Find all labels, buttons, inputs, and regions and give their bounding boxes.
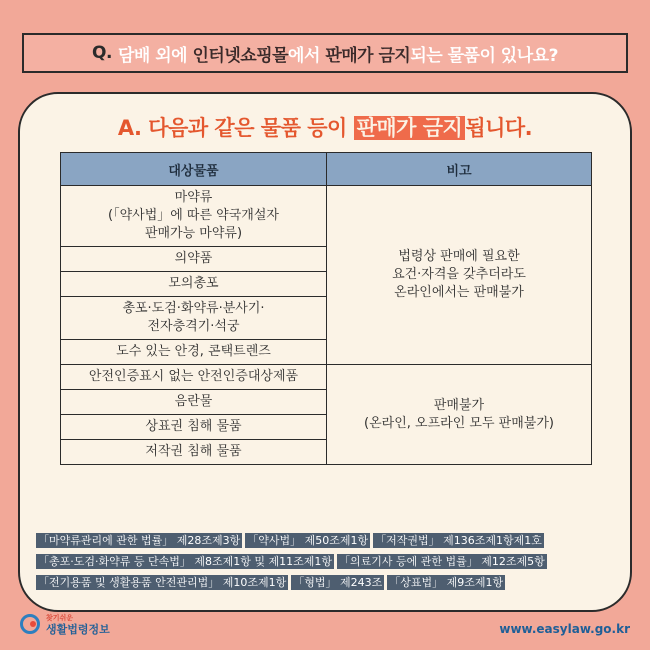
logo-title: 생활법령정보 bbox=[46, 623, 110, 636]
item-cell: 총포·도검·화약류·분사기· 전자충격기·석궁 bbox=[61, 297, 327, 340]
item-cell: 마약류 (「약사법」에 따른 약국개설자 판매가능 마약류) bbox=[61, 186, 327, 247]
question-part1: 담배 외에 bbox=[117, 45, 188, 66]
law-reference: 「총포·도검·화약류 등 단속법」 제8조제1항 및 제11조제1항 bbox=[38, 555, 332, 568]
item-cell: 상표권 침해 물품 bbox=[61, 415, 327, 440]
table-row bbox=[61, 186, 592, 247]
note-cell-all-ban: 판매불가 (온라인, 오프라인 모두 판매불가) bbox=[327, 365, 592, 465]
question-banner bbox=[22, 33, 628, 73]
legal-basis-list bbox=[36, 530, 616, 593]
law-reference: 「형법」 제243조 bbox=[293, 576, 383, 589]
answer-title bbox=[0, 112, 650, 142]
prohibited-items-table bbox=[60, 152, 592, 465]
answer-suffix: 됩니다. bbox=[465, 116, 533, 140]
law-reference: 「저작권법」 제136조제1항제1호 bbox=[375, 534, 542, 547]
site-url-link[interactable]: www.easylaw.go.kr bbox=[499, 622, 630, 636]
logo-subtitle: 찾기쉬운 bbox=[46, 614, 74, 622]
law-reference: 「상표법」 제9조제1항 bbox=[389, 576, 504, 589]
table-header-items: 대상물품 bbox=[61, 153, 327, 186]
question-highlight-2: 판매가 금지 bbox=[325, 45, 411, 66]
question-part2: 에서 bbox=[288, 45, 320, 66]
law-reference: 「약사법」 제50조제1항 bbox=[247, 534, 369, 547]
item-cell: 안전인증표시 없는 안전인증대상제품 bbox=[61, 365, 327, 390]
law-reference: 「마약류관리에 관한 법률」 제28조제3항 bbox=[38, 534, 241, 547]
law-reference: 「전기용품 및 생활용품 안전관리법」 제10조제1항 bbox=[38, 576, 287, 589]
question-highlight-1: 인터넷쇼핑몰 bbox=[192, 45, 289, 66]
item-cell: 도수 있는 안경, 콘택트렌즈 bbox=[61, 340, 327, 365]
logo-icon bbox=[20, 614, 40, 634]
law-reference: 「의료기사 등에 관한 법률」 제12조제5항 bbox=[339, 555, 545, 568]
item-cell: 의약품 bbox=[61, 247, 327, 272]
note-cell-online-ban: 법령상 판매에 필요한 요건·자격을 갖추더라도 온라인에서는 판매불가 bbox=[327, 186, 592, 365]
answer-prefix: A. 다음과 같은 물품 등이 bbox=[117, 116, 347, 140]
question-prefix: Q. bbox=[92, 43, 112, 63]
easylaw-logo[interactable] bbox=[20, 612, 110, 636]
item-cell: 저작권 침해 물품 bbox=[61, 440, 327, 465]
table-row bbox=[61, 365, 592, 390]
answer-highlight: 판매가 금지 bbox=[354, 116, 466, 140]
item-cell: 음란물 bbox=[61, 390, 327, 415]
table-header-note: 비고 bbox=[327, 153, 592, 186]
question-part3: 되는 물품이 있나요? bbox=[410, 45, 558, 66]
item-cell: 모의총포 bbox=[61, 272, 327, 297]
